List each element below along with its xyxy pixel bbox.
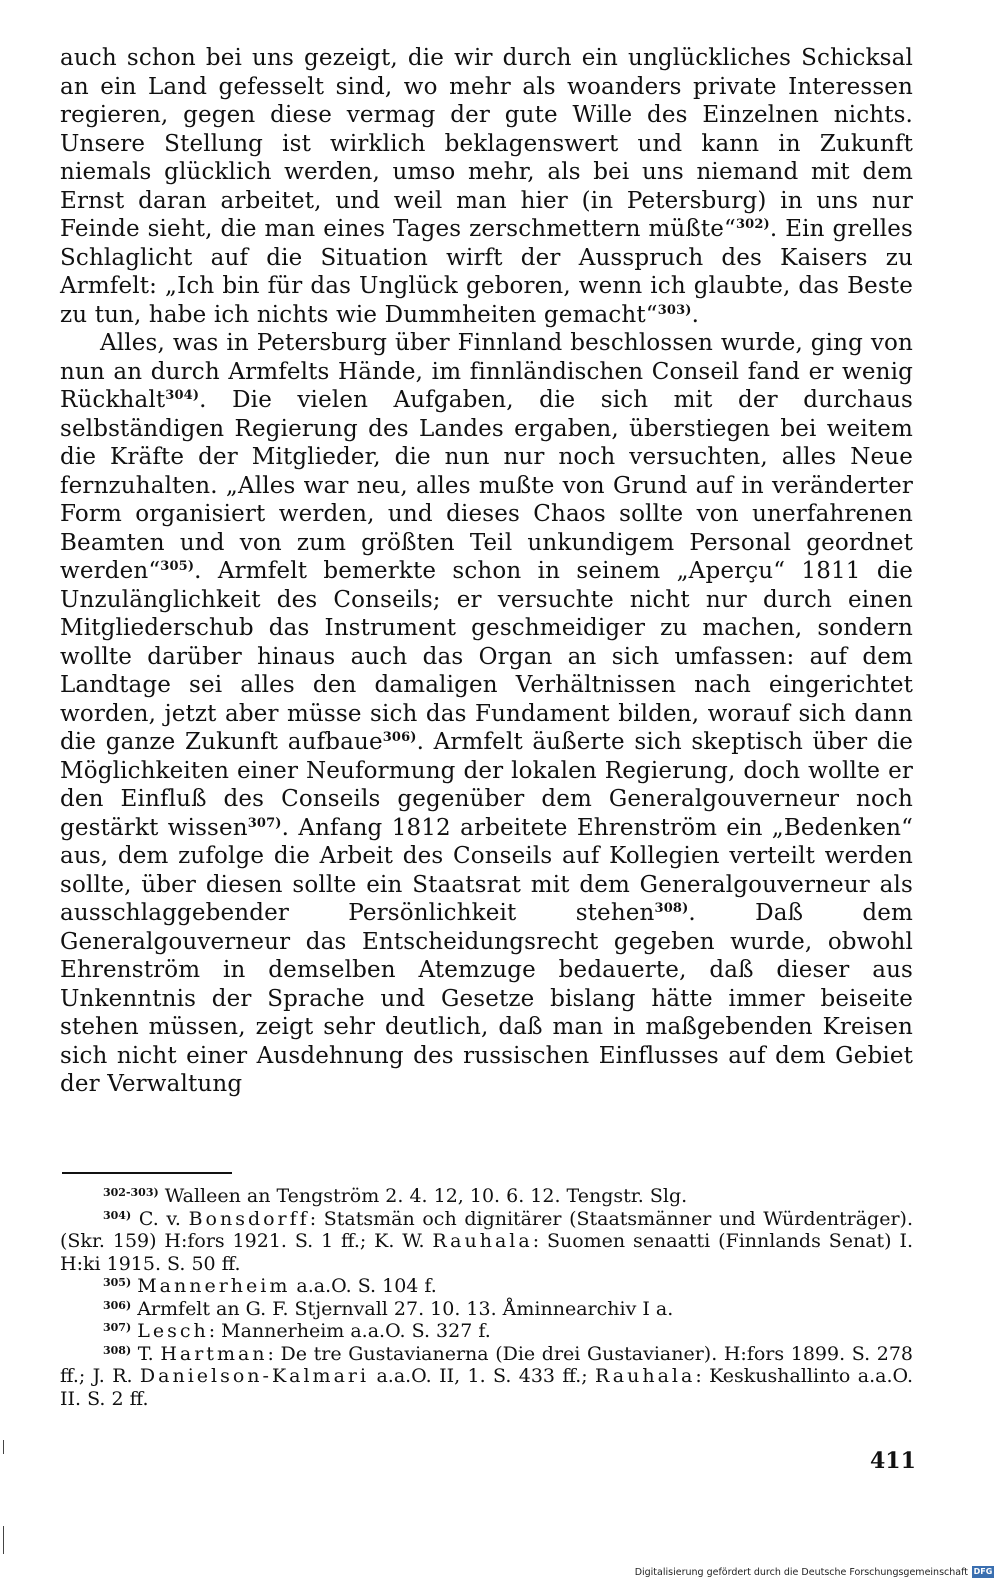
footnote-ref: 302) bbox=[735, 217, 770, 232]
footnote-302-303 bbox=[60, 1185, 913, 1208]
text-run: . Daß dem Generalgouverneur das Entscheidungsrecht gegeben wurde, obwohl Ehrenström in demselben Atemzuge bedauerte, daß dieser aus Unkenntnis der Sprache und Gesetze bislang hätte immer beiseite stehen müssen, zeigt sehr deutlich, daß man in maßgebenden Kreisen sich nicht einer Ausdehnung des russischen Einflusses auf dem Gebiet der Verwaltung bbox=[60, 900, 913, 1097]
text-run: auch schon bei uns gezeigt, die wir durch ein unglückliches Schicksal an ein Land gefesselt sind, wo mehr als woanders private Interessen regieren, gegen diese vermag der gute Wille des Einzelnen nichts. Unsere Stellung ist wirklich beklagenswert und kann in Zukunft niemals glücklich werden, umso mehr, als bei uns niemand mit dem Ernst daran arbeitet, und weil man hier (in Petersburg) in uns nur Feinde sieht, die man eines Tages zerschmettern müßte“ bbox=[60, 45, 913, 242]
text-run: Armfelt an G. F. Stjernvall 27. 10. 13. Åminnearchiv I a. bbox=[131, 1297, 674, 1320]
footnote-separator bbox=[62, 1172, 232, 1174]
text-run: a.a.O. II, 1. S. 433 ff.; bbox=[369, 1365, 596, 1387]
text-run: a.a.O. S. 104 f. bbox=[290, 1275, 437, 1297]
footnote-ref: 304) bbox=[103, 1208, 132, 1222]
footnote-ref: 307) bbox=[247, 815, 282, 831]
paragraph-1 bbox=[60, 44, 913, 329]
digitization-note: Digitalisierung gefördert durch die Deutsche Forschungsgemeinschaft bbox=[634, 1567, 968, 1578]
text-run: C. v. bbox=[131, 1207, 189, 1230]
text-run: T. bbox=[131, 1342, 161, 1365]
footnote-ref: 302-303) bbox=[103, 1186, 159, 1199]
text-run: . Armfelt äußerte sich skeptisch über die Möglichkeiten einer Neuformung der lokalen Regierung, doch wollte er den Einfluß des Conseils gegenüber dem Generalgouverneur noch gestärkt wissen bbox=[60, 729, 913, 841]
text-run: . bbox=[691, 301, 700, 328]
footnote-ref: 304) bbox=[165, 388, 200, 403]
footnote-ref: 303) bbox=[657, 302, 692, 318]
main-text bbox=[60, 44, 913, 1099]
spaced-name: Mannerheim bbox=[137, 1275, 291, 1297]
dfg-logo: DFG bbox=[973, 1567, 993, 1576]
scan-edge-mark bbox=[3, 1526, 4, 1554]
footnote-ref: 308) bbox=[103, 1343, 132, 1357]
footnote-ref: 308) bbox=[654, 901, 689, 916]
spaced-name: Rauhala bbox=[595, 1365, 696, 1387]
spaced-name: Lesch bbox=[137, 1320, 209, 1342]
spaced-name: Bonsdorff bbox=[188, 1207, 310, 1230]
text-run: . Armfelt bemerkte schon in seinem „Aperçu“ 1811 die Unzulänglichkeit des Conseils; er versuchte nicht nur durch einen Mitgliederschub das Instrument geschmeidiger zu machen, sondern wollte darüber hinaus auch das Organ an sich umfassen: auf dem Landtage sei alles den damaligen Verhältnissen nach eingerichtet worden, jetzt aber müsse sich das Fundament bilden, worauf sich dann die ganze Zukunft aufbaue bbox=[60, 558, 913, 755]
footnote-305 bbox=[60, 1275, 913, 1298]
scan-edge-mark bbox=[3, 1440, 4, 1454]
footnote-ref: 306) bbox=[103, 1298, 132, 1312]
text-run: : Mannerheim a.a.O. S. 327 f. bbox=[208, 1320, 491, 1342]
text-run: . Die vielen Aufgaben, die sich mit der durchaus selbständigen Regierung des Landes ergaben, überstiegen bei weitem die Kräfte der Mitglieder, die nun nur noch versuchten, alles Neue fernzuhalten. „Alles war neu, alles mußte von Grund auf in veränderter Form organisiert werden, und dieses Chaos sollte von unerfahrenen Beamten und von zum größten Teil unkundigem Personal geordnet werden“ bbox=[60, 387, 913, 584]
paragraph-2 bbox=[60, 329, 913, 1099]
text-run: : Statsmän och dignitärer (Staatsmänner und Würdenträger). (Skr. 159) H:fors 1921. S. 1 ff.; K. W. bbox=[60, 1207, 913, 1252]
spaced-name: Rauhala bbox=[432, 1230, 533, 1252]
page-number: 411 bbox=[870, 1448, 916, 1474]
text-run: . Ein grelles Schlaglicht auf die Situation wirft der Ausspruch des Kaisers zu Armfelt: „Ich bin für das Unglück geboren, wenn ich glaubte, das Beste zu tun, habe ich nichts wie Dummheiten gemacht“ bbox=[60, 216, 913, 328]
footnote-304 bbox=[60, 1208, 913, 1276]
footnotes bbox=[60, 1185, 913, 1410]
footnote-ref: 306) bbox=[382, 730, 417, 745]
footnote-ref: 305) bbox=[160, 559, 195, 574]
text-run: . Anfang 1812 arbeitete Ehrenström ein „Bedenken“ aus, dem zufolge die Arbeit des Conseils auf Kollegien verteilt werden sollte, über diesen sollte ein Staatsrat mit dem Generalgouverneur als ausschlaggebender Persönlichkeit stehen bbox=[60, 814, 914, 926]
footnote-306 bbox=[60, 1298, 913, 1321]
footnote-ref: 307) bbox=[103, 1321, 132, 1334]
spaced-name: Hartman bbox=[160, 1342, 268, 1365]
footnote-308 bbox=[60, 1343, 913, 1411]
text-run: : Keskushallinto a.a.O. II. S. 2 ff. bbox=[60, 1365, 913, 1410]
text-run: Alles, was in Petersburg über Finnland beschlossen wurde, ging von nun an durch Armfelts Hände, im finnländischen Conseil fand er wenig Rückhalt bbox=[60, 330, 913, 413]
text-run: : De tre Gustavianerna (Die drei Gustavianer). H:fors 1899. S. 278 ff.; J. R. bbox=[60, 1342, 914, 1387]
text-run: Walleen an Tengström 2. 4. 12, 10. 6. 12. Tengstr. Slg. bbox=[158, 1185, 688, 1207]
footnote-ref: 305) bbox=[103, 1276, 132, 1289]
spaced-name: Danielson-Kalmari bbox=[139, 1365, 370, 1387]
text-run: : Suomen senaatti (Finnlands Senat) I. H:ki 1915. S. 50 ff. bbox=[60, 1230, 914, 1275]
footnote-307 bbox=[60, 1320, 913, 1343]
